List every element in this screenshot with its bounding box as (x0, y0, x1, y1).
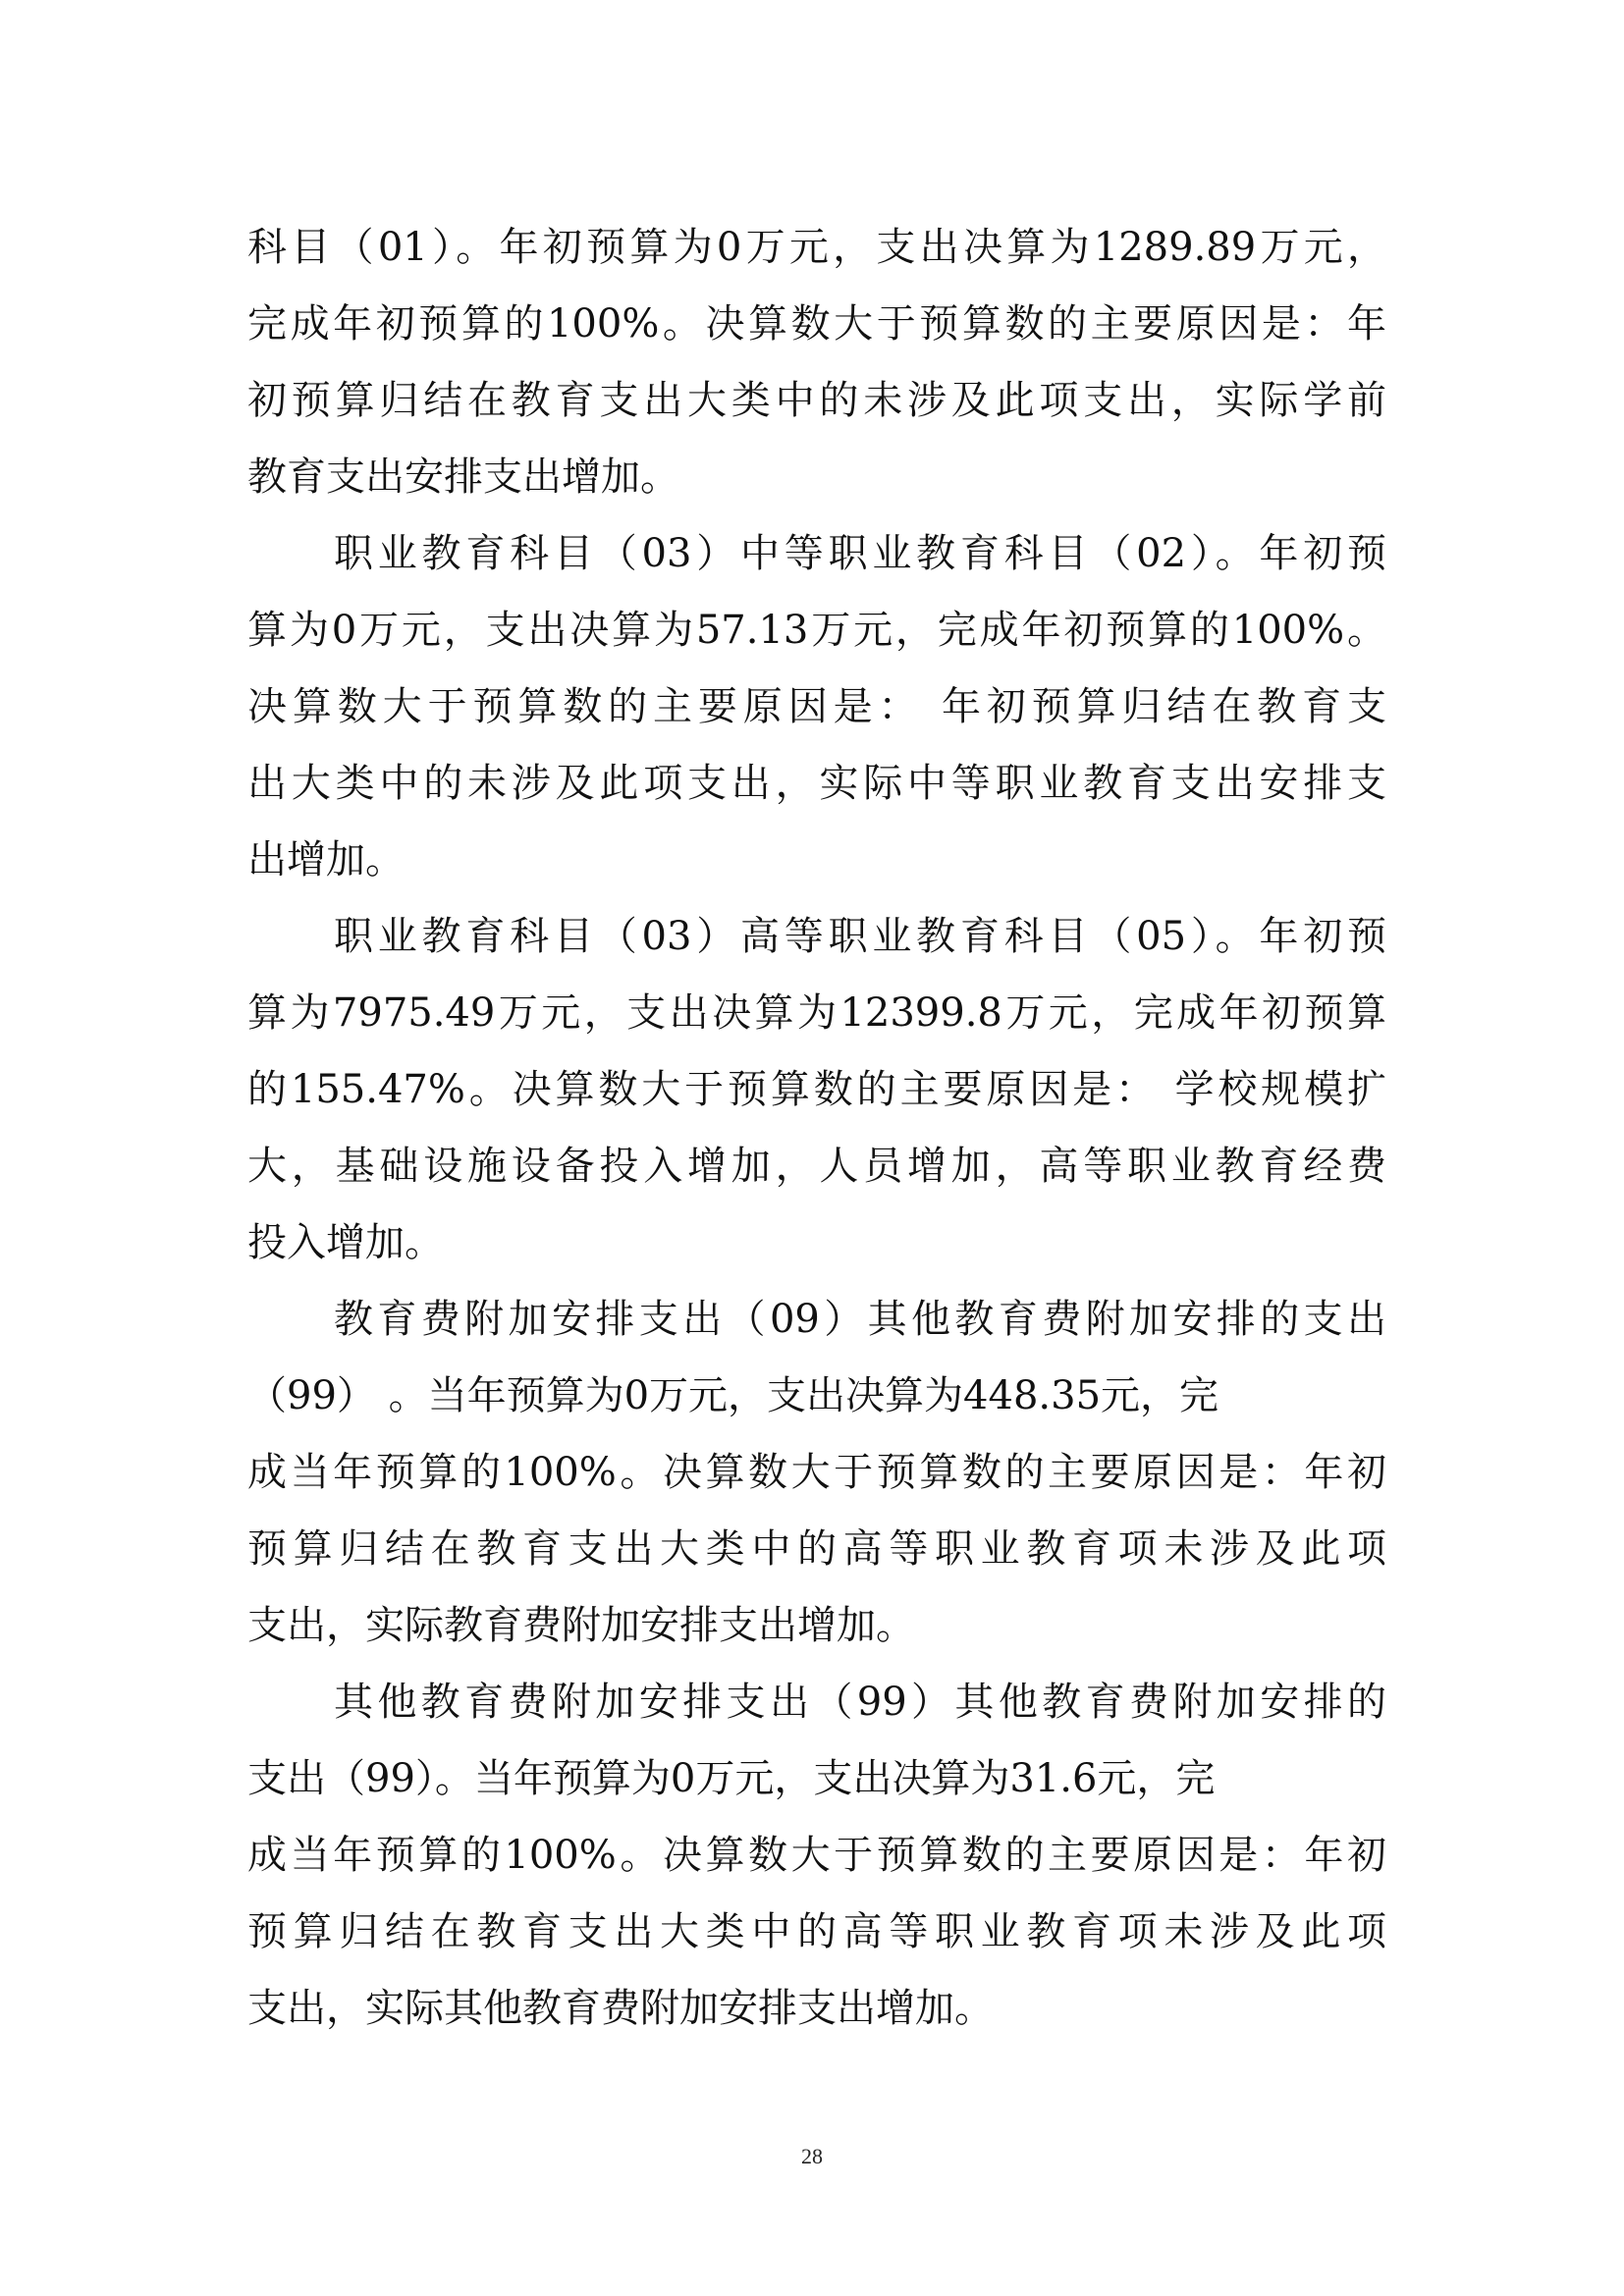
paragraph-first-line: 职业教育科目（03）高等职业教育科目（05）。年初预 (334, 914, 1386, 959)
text-line: 支出（99）。当年预算为0万元，支出决算为31.6元，完 (247, 1756, 1216, 1801)
text-line: 投入增加。 (247, 1220, 444, 1265)
text-line: 成当年预算的100%。决算数大于预算数的主要原因是：年初 (247, 1450, 1386, 1495)
text-line: 出增加。 (247, 837, 405, 882)
text-line: 预算归结在教育支出大类中的高等职业教育项未涉及此项 (247, 1526, 1386, 1572)
text-line: 教育支出安排支出增加。 (247, 454, 679, 500)
text-line: 支出，实际其他教育费附加安排支出增加。 (247, 1986, 994, 2031)
text-line: 预算归结在教育支出大类中的高等职业教育项未涉及此项 (247, 1909, 1386, 1954)
text-line: 决算数大于预算数的主要原因是： 年初预算归结在教育支 (247, 684, 1386, 729)
text-line: （99） 。当年预算为0万元，支出决算为448.35元，完 (247, 1373, 1219, 1418)
page-number: 28 (801, 2144, 823, 2168)
body-text (247, 209, 1386, 2047)
text-line: 大，基础设施设备投入增加，人员增加，高等职业教育经费 (247, 1144, 1386, 1189)
text-line: 出大类中的未涉及此项支出，实际中等职业教育支出安排支 (247, 761, 1386, 806)
text-line: 科目（01）。年初预算为0万元，支出决算为1289.89万元， (247, 225, 1386, 270)
paragraph-first-line: 职业教育科目（03）中等职业教育科目（02）。年初预 (334, 531, 1386, 576)
text-line: 初预算归结在教育支出大类中的未涉及此项支出，实际学前 (247, 378, 1386, 423)
text-line: 完成年初预算的100%。决算数大于预算数的主要原因是：年 (247, 301, 1386, 347)
paragraph-first-line: 教育费附加安排支出（09）其他教育费附加安排的支出 (334, 1297, 1386, 1342)
text-line: 的155.47%。决算数大于预算数的主要原因是： 学校规模扩 (247, 1067, 1386, 1112)
text-line: 算为7975.49万元，支出决算为12399.8万元，完成年初预算 (247, 990, 1386, 1036)
text-line: 算为0万元，支出决算为57.13万元，完成年初预算的100%。 (247, 608, 1386, 653)
text-line: 成当年预算的100%。决算数大于预算数的主要原因是：年初 (247, 1833, 1386, 1878)
text-line: 支出，实际教育费附加安排支出增加。 (247, 1603, 915, 1648)
paragraph-first-line: 其他教育费附加安排支出（99）其他教育费附加安排的 (334, 1680, 1386, 1725)
